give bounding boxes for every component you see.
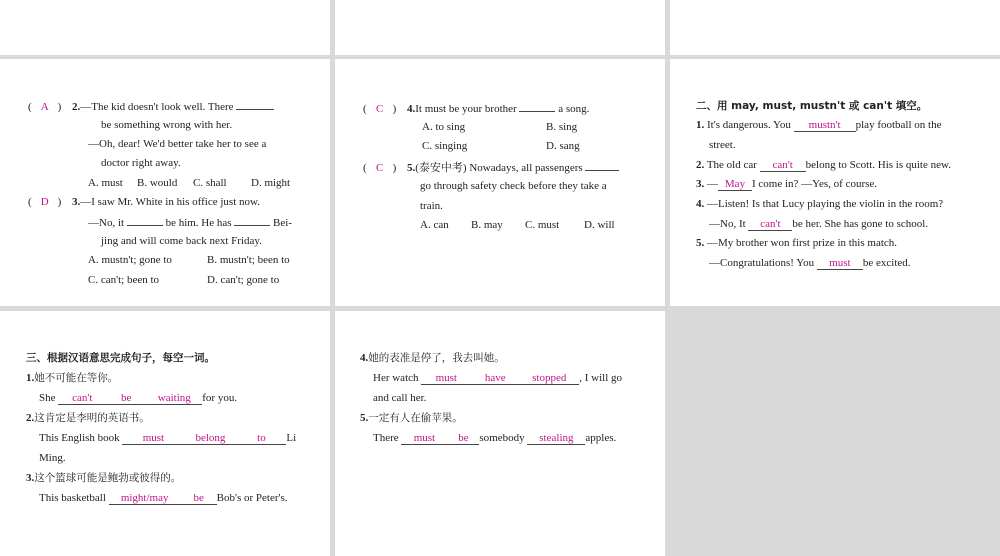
question-2-line4: doctor right away. <box>101 157 181 169</box>
question-4-line1: ( C ) 4.It must be your brother a song. <box>363 100 589 116</box>
fill-answer: mustn't <box>794 119 856 132</box>
fill-answer: belong <box>184 432 236 445</box>
section-heading-2: 二、用 may, must, mustn't 或 can't 填空。 <box>696 100 928 112</box>
panel-questions-4-5 <box>335 59 665 306</box>
question-3-line1: ( D ) 3.—I saw Mr. White in his office just now. <box>28 196 260 208</box>
fill-answer: can't <box>760 159 806 172</box>
fill-answer: May <box>718 178 752 191</box>
fill-answer: to <box>236 432 286 445</box>
sentence-5-chinese: 5.一定有人在偷苹果。 <box>360 412 463 424</box>
question-4-option-c: C. singing <box>422 140 468 152</box>
sentence-1-chinese: 1.她不可能在等你。 <box>26 372 119 384</box>
question-5-line1: ( C ) 5.(泰安中考) Nowadays, all passengers <box>363 159 619 175</box>
sentence-3-chinese: 3.这个篮球可能是鲍勃或彼得的。 <box>26 472 182 484</box>
blank <box>234 214 270 226</box>
sentence-5-english: There must be somebody stealing apples. <box>373 432 617 444</box>
fill-answer: be <box>181 492 217 505</box>
item-1-line1: 1. It's dangerous. You mustn't play football on the <box>696 119 942 131</box>
question-5-option-b: B. may <box>471 219 503 231</box>
question-3-line2: —No, it be him. He has Bei- <box>88 214 292 230</box>
answer-4: C <box>376 103 384 115</box>
question-5-option-c: C. must <box>525 219 560 231</box>
question-4-option-b: B. sing <box>546 121 578 133</box>
item-4-line1: 4. —Listen! Is that Lucy playing the violin in the room? <box>696 198 944 210</box>
fill-answer: must <box>421 372 471 385</box>
question-4-option-a: A. to sing <box>422 121 466 133</box>
item-1-line2: street. <box>709 139 736 151</box>
fill-answer: be <box>106 392 146 405</box>
question-3-option-a: A. mustn't; gone to <box>88 254 172 266</box>
sentence-3-english: This basketball might/may be Bob's or Peter's. <box>39 492 288 504</box>
question-5-option-d: D. will <box>584 219 615 231</box>
panel-top-right <box>670 0 1000 55</box>
blank <box>519 100 555 112</box>
blank <box>127 214 163 226</box>
fill-answer: stealing <box>527 432 585 445</box>
sentence-4-english-cont: and call her. <box>373 392 427 404</box>
question-2-line2: be something wrong with her. <box>101 119 233 131</box>
question-2-option-b: B. would <box>137 177 178 189</box>
question-2-option-c: C. shall <box>193 177 227 189</box>
question-2-option-d: D. might <box>251 177 291 189</box>
question-5-line3: train. <box>420 200 443 212</box>
item-2-line: 2. The old car can't belong to Scott. His is quite new. <box>696 159 951 171</box>
sentence-2-english: This English book must belong to Li <box>39 432 297 444</box>
fill-answer: stopped <box>519 372 579 385</box>
question-5-option-a: A. can <box>420 219 449 231</box>
sentence-2-chinese: 2.这肯定是李明的英语书。 <box>26 412 150 424</box>
item-4-line2: —No, It can't be her. She has gone to school. <box>709 218 929 230</box>
question-2-line1: ( A ) 2.—The kid doesn't look well. There <box>28 98 274 114</box>
answer-3: D <box>40 196 49 208</box>
item-5-line1: 5. —My brother won first prize in this match. <box>696 237 898 249</box>
fill-answer: waiting <box>146 392 202 405</box>
question-3-option-b: B. mustn't; been to <box>207 254 290 266</box>
panel-top-middle <box>335 0 665 55</box>
question-3-line3: jing and will come back next Friday. <box>101 235 262 247</box>
sentence-4-chinese: 4.她的表准是停了，我去叫她。 <box>360 352 505 364</box>
question-2-line3: —Oh, dear! We'd better take her to see a <box>88 138 267 150</box>
answer-5: C <box>376 162 384 174</box>
panel-questions-2-3 <box>0 59 330 306</box>
fill-answer: have <box>471 372 519 385</box>
fill-answer: be <box>447 432 479 445</box>
panel-modal-fill-in <box>670 59 1000 306</box>
blank <box>585 159 619 171</box>
panel-top-left <box>0 0 330 55</box>
panel-translation-1-3 <box>0 311 330 556</box>
fill-answer: must <box>122 432 184 445</box>
answer-2: A <box>40 101 49 113</box>
fill-answer: might/may <box>109 492 181 505</box>
question-4-option-d: D. sang <box>546 140 580 152</box>
sentence-4-english: Her watch must have stopped , I will go <box>373 372 623 384</box>
sentence-2-english-cont: Ming. <box>39 452 66 464</box>
sentence-1-english: She can't be waiting for you. <box>39 392 238 404</box>
question-3-option-d: D. can't; gone to <box>207 274 280 286</box>
blank <box>236 98 274 110</box>
fill-answer: can't <box>58 392 106 405</box>
question-5-line2: go through safety check before they take a <box>420 180 607 192</box>
fill-answer: must <box>817 257 863 270</box>
section-heading-3: 三、根据汉语意思完成句子，每空一词。 <box>26 352 215 364</box>
question-3-option-c: C. can't; been to <box>88 274 160 286</box>
fill-answer: can't <box>748 218 792 231</box>
question-2-option-a: A. must <box>88 177 123 189</box>
fill-answer: must <box>401 432 447 445</box>
item-3-line: 3. — May I come in? —Yes, of course. <box>696 178 878 190</box>
panel-translation-4-5 <box>335 311 665 556</box>
item-5-line2: —Congratulations! You must be excited. <box>709 257 911 269</box>
